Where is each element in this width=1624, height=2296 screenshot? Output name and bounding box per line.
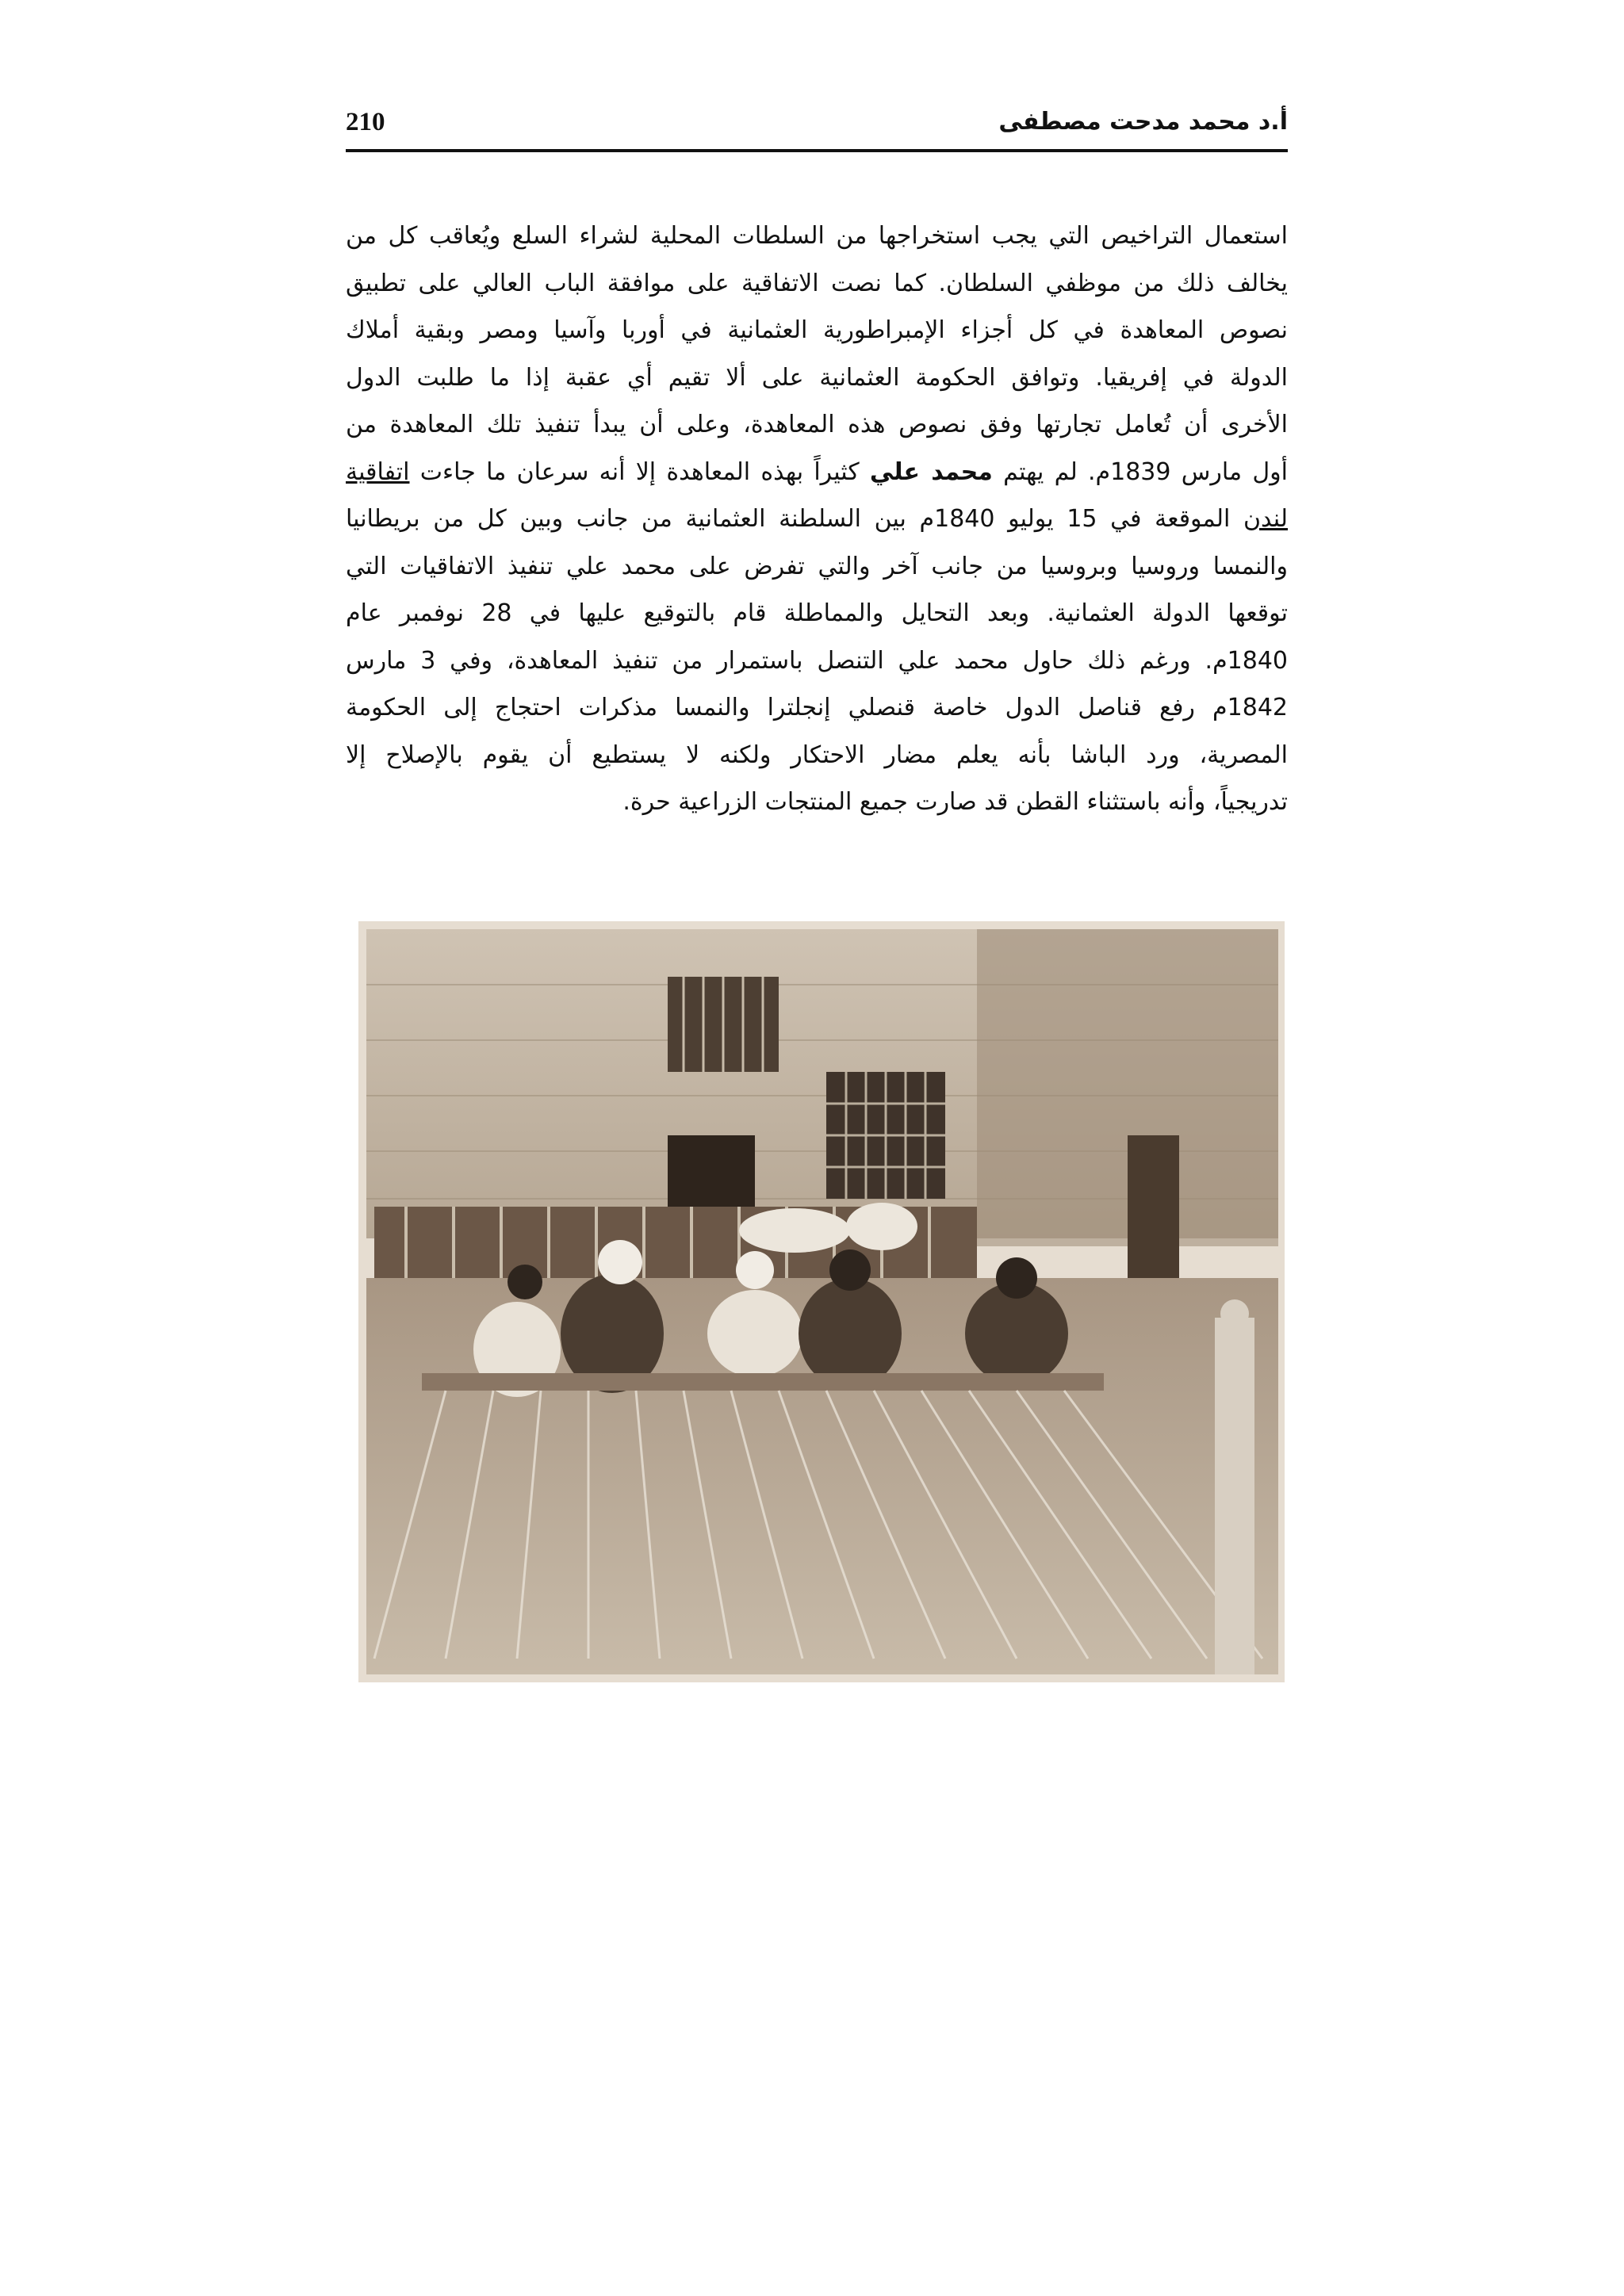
text-line: استعمال التراخيص التي يجب استخراجها من السلطات المحلية لشراء السلع ويُعاقب كل من: [346, 222, 1288, 250]
underlined-term: لندن: [1243, 505, 1288, 533]
text-run: الموقعة في 15 يوليو 1840م بين السلطنة العثمانية من جانب وبين كل من بريطانيا: [346, 505, 1231, 533]
text-line: يخالف ذلك من موظفي السلطان. كما نصت الاتفاقية على موافقة الباب العالي على تطبيق: [346, 269, 1288, 297]
main-paragraph: [346, 212, 1288, 826]
running-head: أ.د محمد مدحت مصطفى: [998, 108, 1288, 136]
text-line: الأخرى أن تُعامل تجارتها وفق نصوص هذه المعاهدة، وعلى أن يبدأ تنفيذ تلك المعاهدة من: [346, 411, 1288, 438]
loom-beam: [422, 1373, 1104, 1391]
underlined-term: اتفاقية: [346, 457, 410, 486]
text-line: المصرية، ورد الباشا بأنه يعلم مضار الاحتكار ولكنه لا يستطيع أن يقوم بالإصلاح إلا: [346, 740, 1288, 769]
newel-post: [1215, 1318, 1254, 1674]
text-run: كثيراً بهذه المعاهدة إلا أنه سرعان ما جاءت: [419, 457, 860, 486]
text-line: تدريجياً، وأنه باستثناء القطن قد صارت جميع المنتجات الزراعية حرة.: [622, 788, 1288, 816]
text-line: توقعها الدولة العثمانية. وبعد التحايل والمماطلة قام بالتوقيع عليها في 28 نوفمبر عام: [346, 599, 1288, 627]
side-door: [1128, 1135, 1179, 1302]
historical-photo: [358, 921, 1285, 1682]
dark-doorway: [668, 1135, 755, 1207]
text-line: 1842م رفع قناصل الدول خاصة قنصلي إنجلترا والنمسا مذكرات احتجاج إلى الحكومة: [346, 694, 1288, 721]
text-line: 1840م. ورغم ذلك حاول محمد علي التنصل باستمرار من تنفيذ المعاهدة، وفي 3 مارس: [346, 646, 1288, 675]
text-line: الدولة في إفريقيا. وتوافق الحكومة العثمانية على ألا تقيم أي عقبة إذا ما طلبت الدول: [346, 363, 1288, 392]
text-line: والنمسا وروسيا وبروسيا من جانب آخر والتي تفرض على محمد علي تنفيذ الاتفاقيات التي: [346, 552, 1288, 580]
page-header: [346, 101, 1288, 152]
text-line: نصوص المعاهدة في كل أجزاء الإمبراطورية العثمانية في أوربا وآسيا ومصر وبقية أملاك: [346, 316, 1288, 344]
bold-name: محمد علي: [869, 457, 993, 486]
text-line: [346, 449, 1288, 496]
post-finial: [1220, 1299, 1249, 1328]
text-line: [346, 496, 1288, 543]
photo-illustration: [358, 921, 1285, 1682]
page-number: 210: [346, 108, 385, 136]
text-run: أول مارس 1839م. لم يهتم: [1003, 457, 1288, 486]
